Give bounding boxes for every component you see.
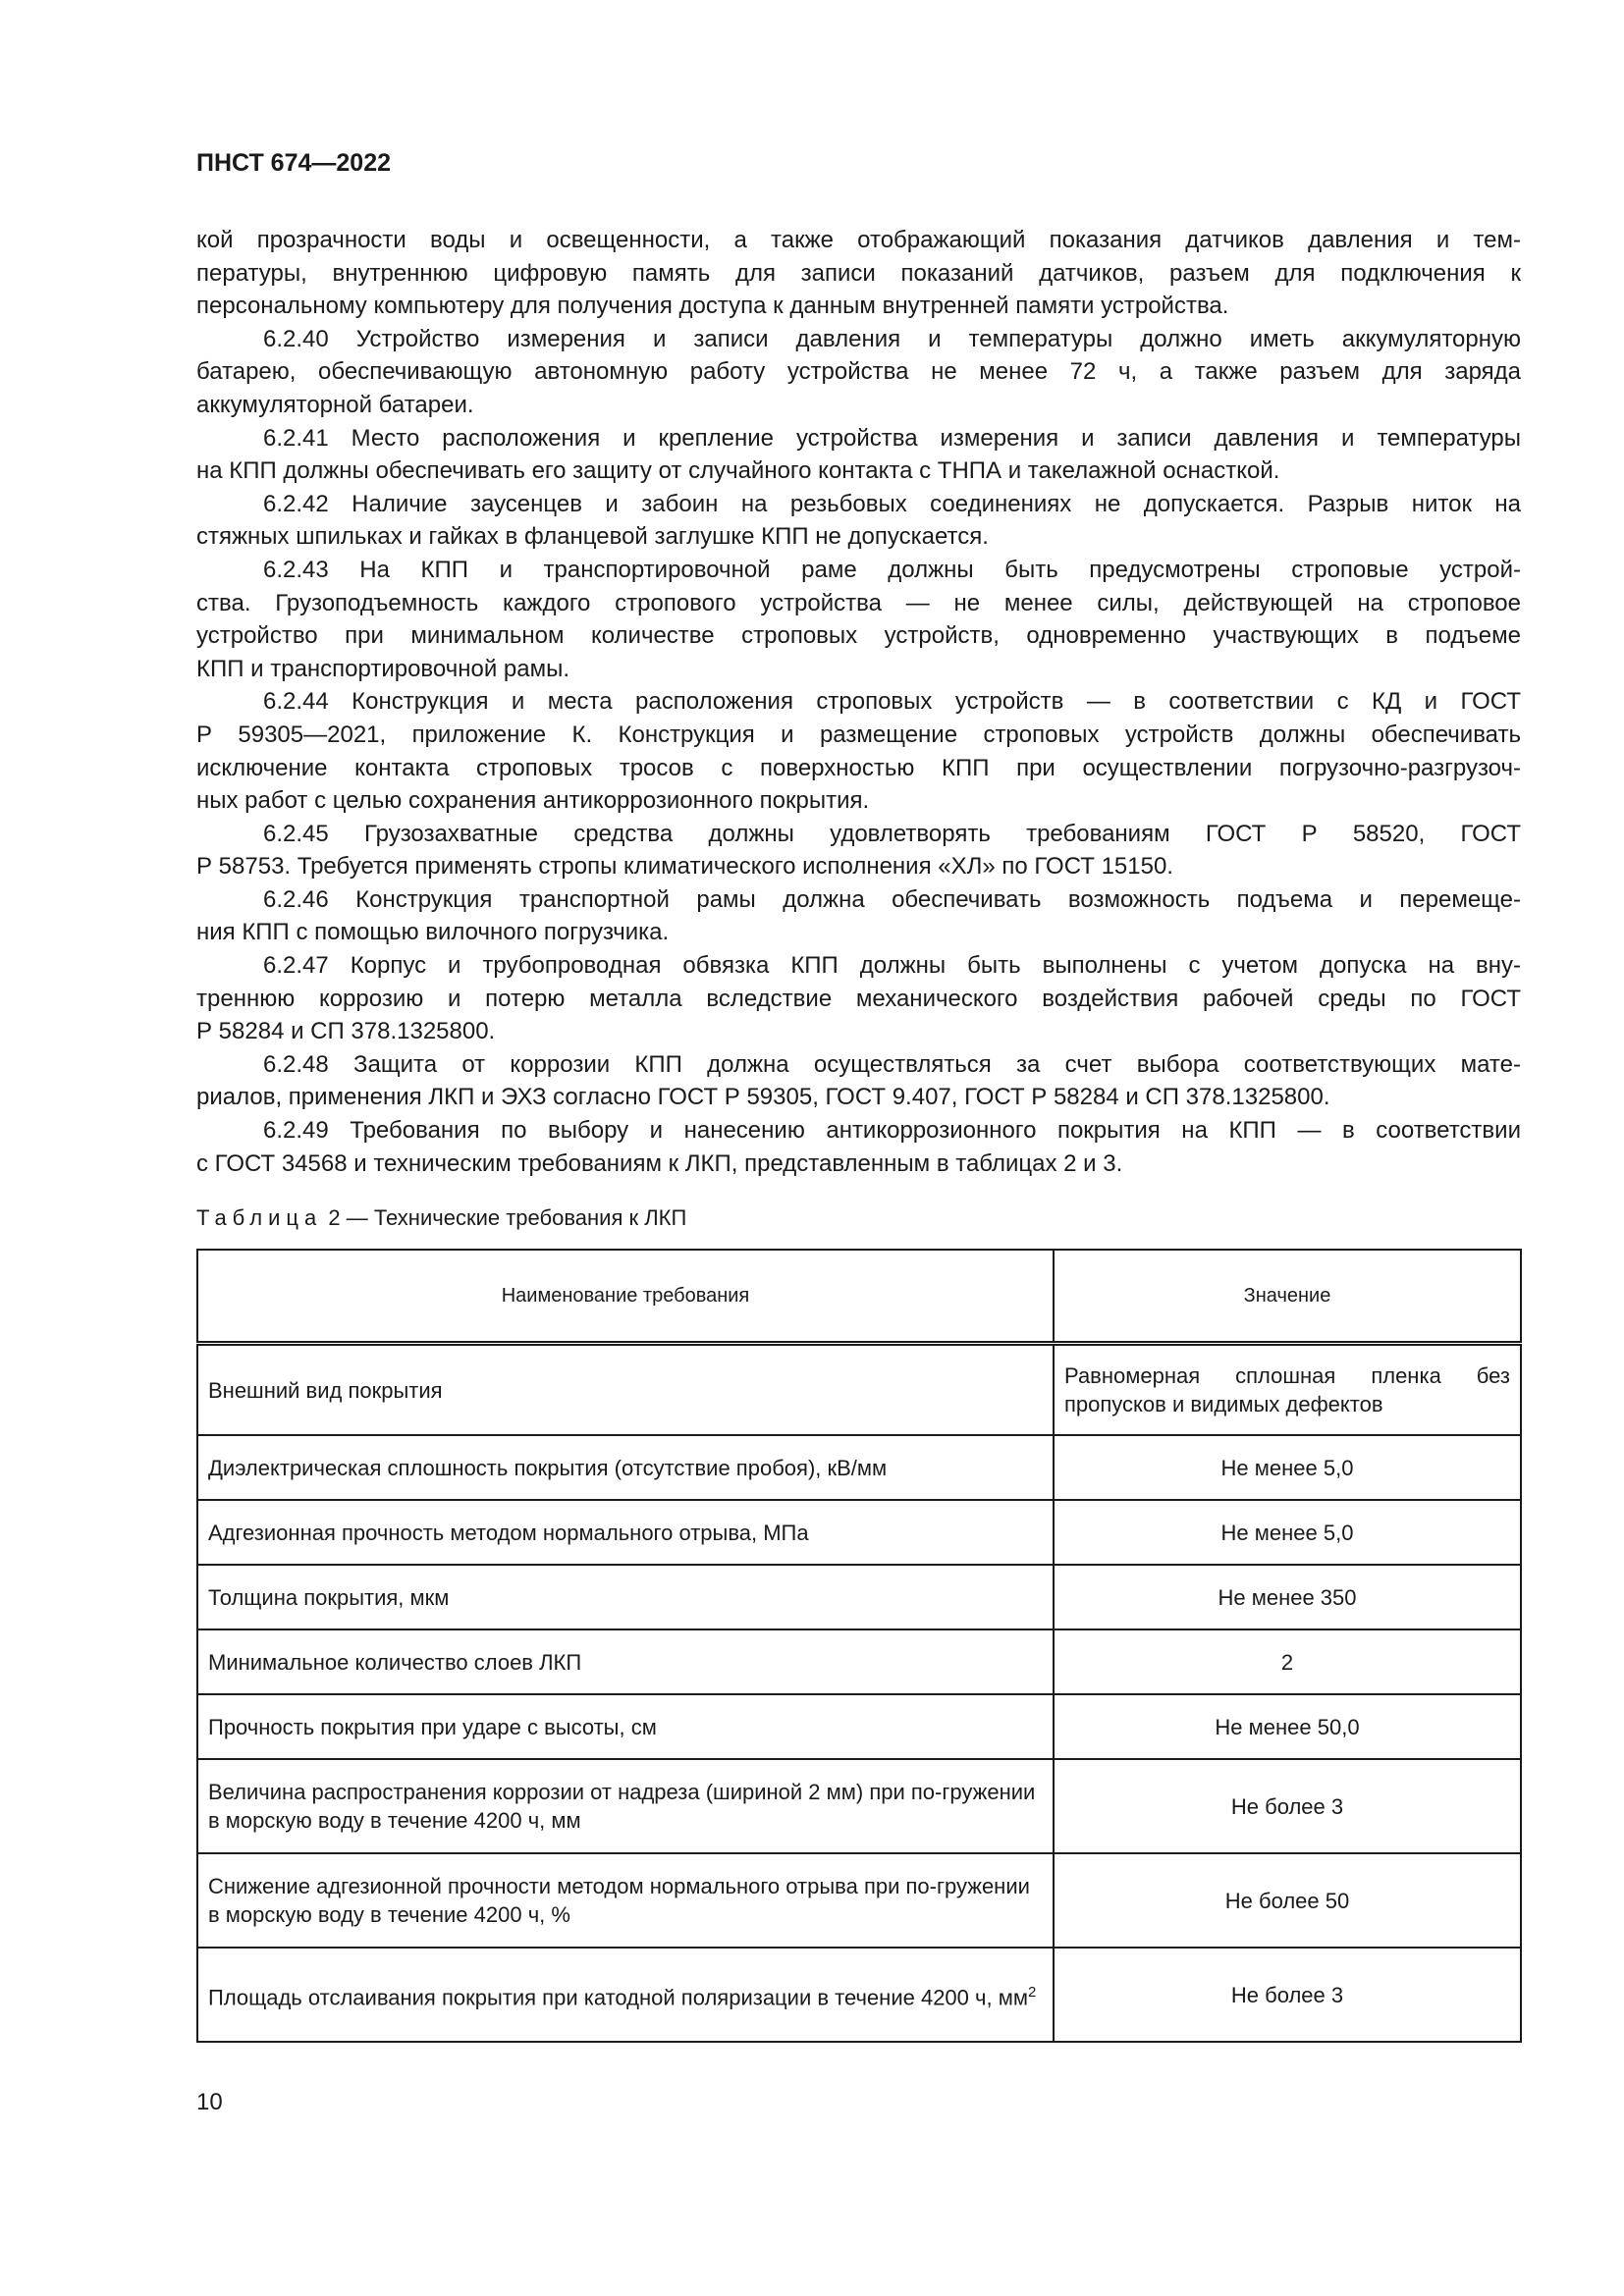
table-caption xyxy=(196,1205,686,1231)
text-line: стяжных шпильках и гайках в фланцевой заглушке КПП не допускается. xyxy=(196,523,989,551)
requirement-value: Не менее 50,0 xyxy=(1054,1694,1521,1759)
requirement-name xyxy=(197,1565,1054,1629)
text-line: ных работ с целью сохранения антикоррозионного покрытия. xyxy=(196,787,870,815)
table-row xyxy=(197,1344,1521,1436)
document-header: ПНСТ 674—2022 xyxy=(196,149,391,177)
table-caption-title: 2 — Технические требования к ЛКП xyxy=(328,1205,687,1230)
text-line: 6.2.48 Защита от коррозии КПП должна осуществляться за счет выбора соответствующих мате- xyxy=(263,1050,1521,1078)
requirement-name xyxy=(197,1694,1054,1759)
text-line: 6.2.45 Грузозахватные средства должны удовлетворять требованиям ГОСТ Р 58520, ГОСТ xyxy=(263,820,1521,847)
text-line: треннюю коррозию и потерю металла вследствие механического воздействия рабочей среды по ГОСТ xyxy=(196,985,1521,1012)
table-row xyxy=(197,1694,1521,1759)
requirement-text: Внешний вид покрытия xyxy=(208,1377,443,1403)
text-line: 6.2.41 Место расположения и крепление устройства измерения и записи давления и температуры xyxy=(263,424,1521,452)
table-row xyxy=(197,1435,1521,1500)
text-line: 6.2.47 Корпус и трубопроводная обвязка КПП должны быть выполнены с учетом допуска на вну- xyxy=(263,952,1521,980)
requirement-name xyxy=(197,1759,1054,1853)
paragraph xyxy=(196,488,1521,554)
requirements-table xyxy=(196,1249,1522,2043)
text-line: 6.2.40 Устройство измерения и записи давления и температуры должно иметь аккумуляторную xyxy=(263,325,1521,352)
table-row xyxy=(197,1759,1521,1853)
requirement-value: Не более 3 xyxy=(1054,1948,1521,2042)
paragraph xyxy=(196,883,1521,949)
text-line: на КПП должны обеспечивать его защиту от случайного контакта с ТНПА и такелажной оснасткой. xyxy=(196,457,1280,485)
text-line: исключение контакта строповых тросов с поверхностью КПП при осуществлении погрузочно-разгрузоч- xyxy=(196,754,1521,781)
paragraph xyxy=(196,1048,1521,1114)
superscript: 2 xyxy=(1027,1983,1037,2001)
table-row xyxy=(197,1853,1521,1948)
requirement-text: Прочность покрытия при ударе с высоты, см xyxy=(208,1714,657,1739)
table-row xyxy=(197,1948,1521,2042)
text-line: Р 58753. Требуется применять стропы климатического исполнения «ХЛ» по ГОСТ 15150. xyxy=(196,853,1173,881)
text-line: пературы, внутреннюю цифровую память для записи показаний датчиков, разъем для подключения к xyxy=(196,259,1521,287)
text-line: устройство при минимальном количестве строповых устройств, одновременно участвующих в подъеме xyxy=(196,622,1521,650)
text-line: персональному компьютеру для получения доступа к данным внутренней памяти устройства. xyxy=(196,293,1229,320)
text-line: 6.2.44 Конструкция и места расположения строповых устройств — в соответствии с КД и ГОСТ xyxy=(263,688,1521,716)
paragraph xyxy=(196,818,1521,883)
requirement-text: Площадь отслаивания покрытия при катодной поляризации в течение 4200 ч, мм xyxy=(208,1985,1028,2010)
column-header-value: Значение xyxy=(1054,1250,1521,1344)
text-line: риалов, применения ЛКП и ЭХЗ согласно ГОСТ Р 59305, ГОСТ 9.407, ГОСТ Р 58284 и СП 378.1325800. xyxy=(196,1084,1330,1111)
requirement-text: Величина распространения коррозии от надреза (шириной 2 мм) при по-гружении в морскую воду в течение 4200 ч, мм xyxy=(208,1780,1036,1833)
requirement-value: 2 xyxy=(1054,1629,1521,1694)
table-row xyxy=(197,1500,1521,1565)
requirement-name xyxy=(197,1629,1054,1694)
paragraph xyxy=(196,554,1521,685)
requirement-value: Не менее 5,0 xyxy=(1054,1500,1521,1565)
requirement-name xyxy=(197,1500,1054,1565)
paragraph xyxy=(196,323,1521,422)
requirement-value: Не менее 5,0 xyxy=(1054,1435,1521,1500)
text-line: батарею, обеспечивающую автономную работу устройства не менее 72 ч, а также разъем для заряда xyxy=(196,358,1521,386)
column-header-name: Наименование требования xyxy=(197,1250,1054,1344)
text-line: Р 58284 и СП 378.1325800. xyxy=(196,1018,496,1045)
page-number: 10 xyxy=(196,2089,223,2115)
text-line: 6.2.43 На КПП и транспортировочной раме должны быть предусмотрены строповые устрой- xyxy=(263,556,1521,583)
text-line: Р 59305—2021, приложение К. Конструкция и размещение строповых устройств должны обеспечивать xyxy=(196,721,1521,748)
requirement-name xyxy=(197,1853,1054,1948)
requirement-value: Не более 3 xyxy=(1054,1759,1521,1853)
text-line: ства. Грузоподъемность каждого стропового устройства — не менее силы, действующей на строповое xyxy=(196,589,1521,616)
text-line: 6.2.42 Наличие заусенцев и забоин на резьбовых соединениях не допускается. Разрыв ниток на xyxy=(263,490,1521,517)
paragraph xyxy=(196,685,1521,817)
requirement-value: Не более 50 xyxy=(1054,1853,1521,1948)
text-line: 6.2.49 Требования по выбору и нанесению антикоррозионного покрытия на КПП — в соответствии xyxy=(263,1117,1521,1145)
paragraph xyxy=(196,1114,1521,1180)
text-line: КПП и транспортировочной рамы. xyxy=(196,655,570,682)
requirement-text: Минимальное количество слоев ЛКП xyxy=(208,1649,582,1675)
requirement-text: Адгезионная прочность методом нормального отрыва, МПа xyxy=(208,1520,809,1545)
requirement-value: Равномерная сплошная пленка без пропусков и видимых дефектов xyxy=(1054,1344,1521,1436)
body-text xyxy=(196,224,1521,1180)
text-line: 6.2.46 Конструкция транспортной рамы должна обеспечивать возможность подъема и перемеще- xyxy=(263,885,1521,913)
table-caption-word: Таблица xyxy=(196,1205,323,1230)
requirement-name xyxy=(197,1948,1054,2042)
requirement-text: Снижение адгезионной прочности методом нормального отрыва при по-гружении в морскую воду в течение 4200 ч, % xyxy=(208,1874,1030,1927)
text-line: с ГОСТ 34568 и техническим требованиям к ЛКП, представленным в таблицах 2 и 3. xyxy=(196,1149,1123,1177)
table-row xyxy=(197,1565,1521,1629)
text-line: кой прозрачности воды и освещенности, а также отображающий показания датчиков давления и тем- xyxy=(196,227,1521,253)
requirement-name xyxy=(197,1344,1054,1436)
table-row xyxy=(197,1629,1521,1694)
requirement-value: Не менее 350 xyxy=(1054,1565,1521,1629)
requirement-name xyxy=(197,1435,1054,1500)
requirement-text: Диэлектрическая сплошность покрытия (отсутствие пробоя), кВ/мм xyxy=(208,1455,888,1480)
text-line: ния КПП с помощью вилочного погрузчика. xyxy=(196,919,670,946)
paragraph xyxy=(196,224,1521,323)
text-line: аккумуляторной батареи. xyxy=(196,391,474,418)
paragraph xyxy=(196,422,1521,488)
paragraph xyxy=(196,949,1521,1048)
requirement-text: Толщина покрытия, мкм xyxy=(208,1584,450,1610)
